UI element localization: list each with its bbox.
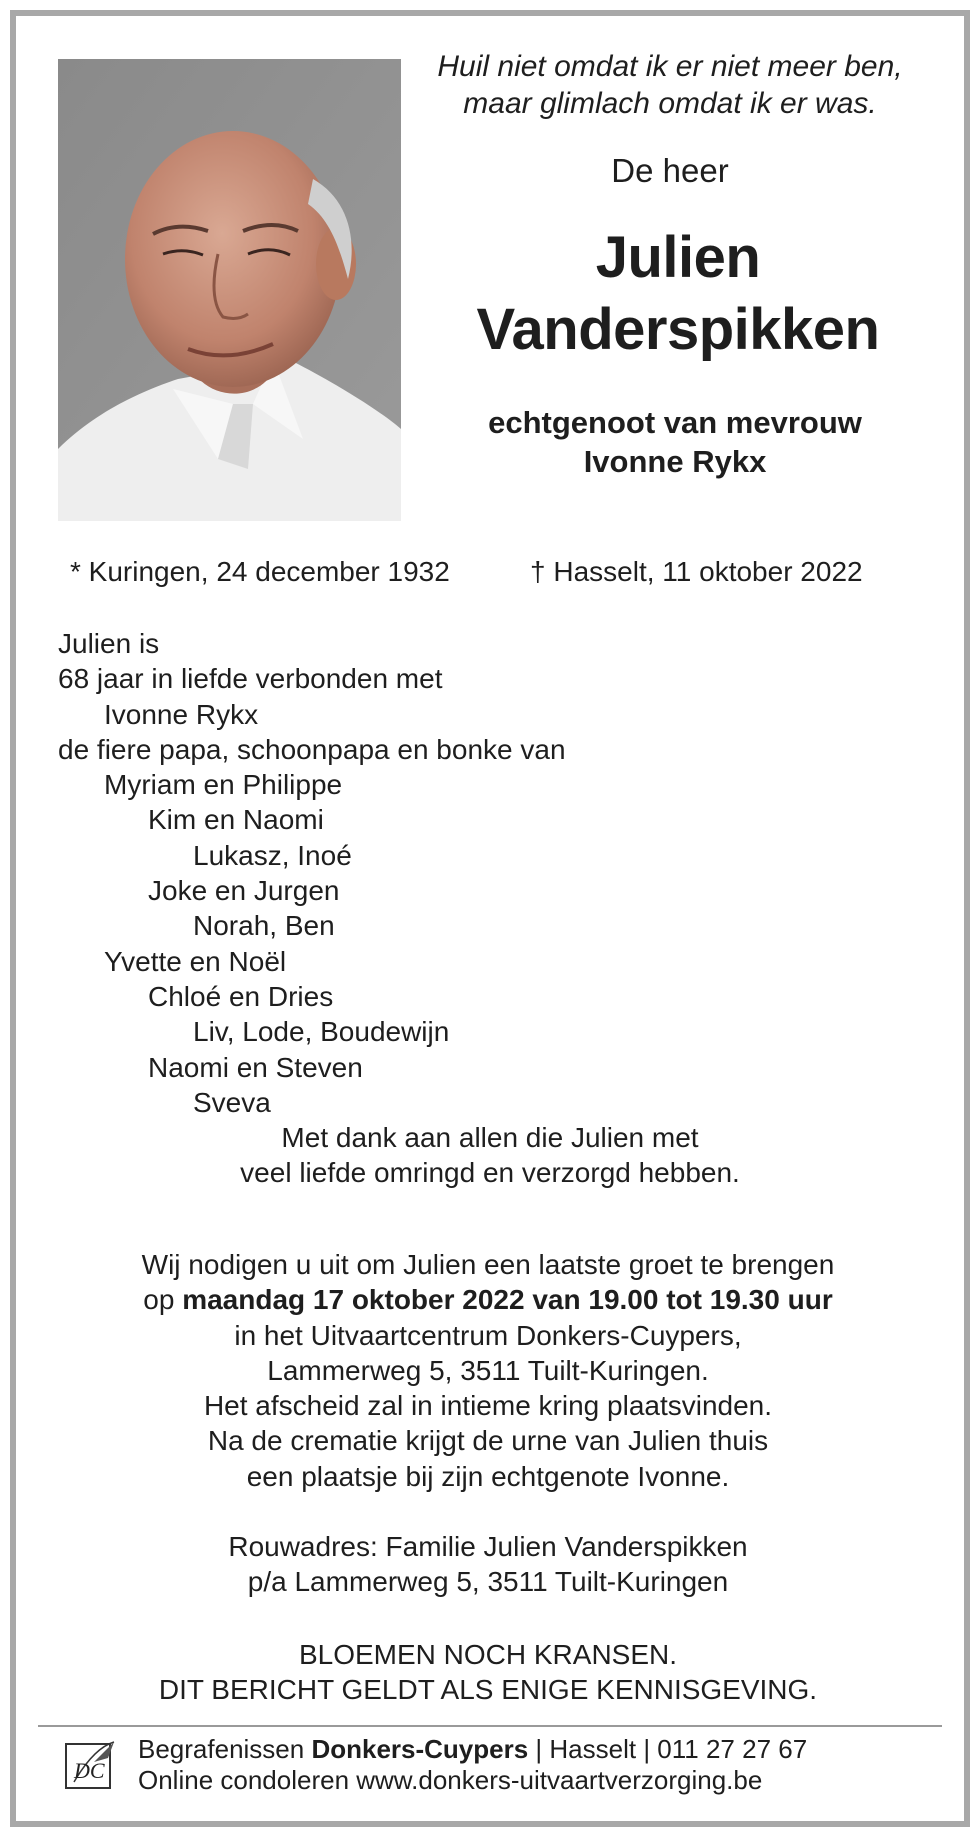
great-grandchildren: Lukasz, Inoé [193,839,352,871]
grandchild-couple: Chloé en Dries [148,980,334,1012]
family-intro: Julien is [58,628,160,659]
quote-line-2: maar glimlach omdat ik er was. [463,87,877,120]
quote-line-1: Huil niet omdat ik er niet meer ben, [437,50,903,83]
funeral-home-footer [138,1734,938,1796]
address-line-1: Rouwadres: Familie Julien Vanderspikken [228,1531,748,1562]
invitation-line-6: Na de crematie krijgt de urne van Julien thuis [207,1425,769,1457]
portrait-photo [58,59,401,521]
notice-line-2: DIT BERICHT GELDT ALS ENIGE KENNISGEVING. [158,1674,818,1706]
deceased-name [420,222,936,366]
child-couple: Myriam en Philippe [104,769,343,801]
great-grandchildren: Norah, Ben [193,910,335,942]
family-wife: Ivonne Rykx [104,698,259,730]
address-line-2: p/a Lammerweg 5, 3511 Tuilt-Kuringen [247,1566,729,1598]
spouse-name: Ivonne Rykx [583,444,767,479]
footer-separator: | [636,1734,658,1764]
footer-condolence-link[interactable]: Online condoleren www.donkers-uitvaartverzorging.be [138,1765,763,1795]
footer-phone: 011 27 27 67 [657,1734,808,1764]
grandchild-couple: Joke en Jurgen [148,875,340,907]
footer-divider [38,1725,942,1727]
notice-line-1: BLOEMEN NOCH KRANSEN. [298,1639,678,1670]
spouse-line-1: echtgenoot van mevrouw [488,405,862,440]
invitation-line-5: Het afscheid zal in intieme kring plaatsvinden. [203,1390,773,1422]
footer-prefix: Begrafenissen [138,1734,312,1764]
company-logo [64,1738,118,1792]
honorific: De heer [611,152,729,189]
footer-city: Hasselt [549,1734,637,1764]
logo-letters: DC [74,1758,105,1783]
thanks-message [100,1120,880,1191]
footer-separator: | [528,1734,550,1764]
last-name: Vanderspikken [476,297,880,362]
mourning-address [58,1529,918,1600]
grandchild-couple: Kim en Naomi [148,804,324,836]
family-list [58,626,918,1120]
invitation-line-7: een plaatsje bij zijn echtgenote Ivonne. [246,1460,730,1492]
family-role: de fiere papa, schoonpapa en bonke van [58,733,566,765]
thanks-line-1: Met dank aan allen die Julien met [281,1122,699,1153]
invitation-line-4: Lammerweg 5, 3511 Tuilt-Kuringen. [267,1354,709,1386]
great-grandchildren: Sveva [193,1086,271,1118]
notice-text [58,1637,918,1708]
invitation [58,1247,918,1494]
memorial-quote [420,48,920,122]
first-name: Julien [595,225,761,290]
death-date: † Hasselt, 11 oktober 2022 [530,556,863,587]
birth-date: * Kuringen, 24 december 1932 [70,556,450,587]
footer-line-1 [138,1734,938,1765]
spouse-line [420,403,930,481]
footer-company: Donkers-Cuypers [311,1734,529,1764]
thanks-line-2: veel liefde omringd en verzorgd hebben. [240,1157,740,1189]
invitation-line-1: Wij nodigen u uit om Julien een laatste groet te brengen [141,1249,835,1280]
great-grandchildren: Liv, Lode, Boudewijn [193,1016,450,1048]
visitation-datetime: maandag 17 oktober 2022 van 19.00 tot 19.30 uur [182,1284,833,1316]
child-couple: Yvette en Noël [104,945,287,977]
invitation-prefix: op [143,1284,183,1316]
invitation-line-3: in het Uitvaartcentrum Donkers-Cuypers, [234,1319,742,1351]
grandchild-couple: Naomi en Steven [148,1051,363,1083]
family-bond: 68 jaar in liefde verbonden met [58,663,443,695]
